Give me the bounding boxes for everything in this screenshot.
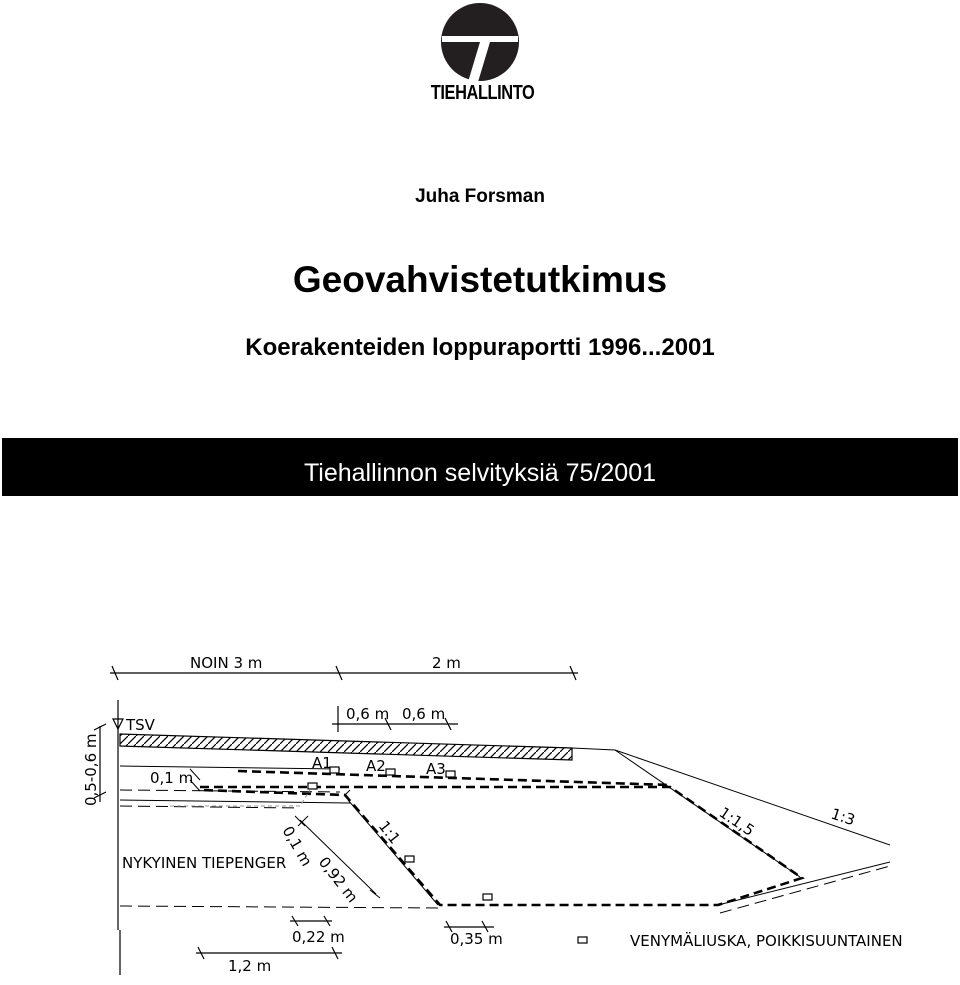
cross-section-drawing bbox=[0, 640, 960, 980]
gauge-a2-icon bbox=[386, 769, 395, 775]
label-a3: A3 bbox=[426, 760, 446, 778]
logo-wordmark: TIEHALLINTO bbox=[430, 82, 535, 104]
dim-2m: 2 m bbox=[432, 654, 461, 672]
dim-01-diag: 0,1 m bbox=[278, 823, 316, 870]
top-dimension bbox=[110, 666, 578, 680]
tsv-label: TSV bbox=[126, 716, 155, 734]
author-name: Juha Forsman bbox=[415, 186, 545, 207]
series-label: Tiehallinnon selvityksiä 75/2001 bbox=[303, 459, 657, 487]
label-a1: A1 bbox=[312, 754, 332, 772]
tiehallinto-emblem-icon bbox=[440, 2, 520, 82]
dim-12: 1,2 m bbox=[228, 957, 272, 975]
gauge-icon bbox=[405, 856, 414, 862]
dim-05-06: 0,5-0,6 m bbox=[82, 733, 100, 806]
pavement-layer bbox=[120, 734, 572, 760]
strain-gauges bbox=[308, 767, 587, 943]
tiehallinto-logo bbox=[420, 2, 540, 104]
gauge-legend-label: VENYMÄLIUSKA, POIKKISUUNTAINEN bbox=[630, 932, 903, 950]
report-subtitle: Koerakenteiden loppuraportti 1996...2001 bbox=[245, 334, 715, 361]
slope-1-1: 1:1 bbox=[374, 817, 404, 848]
existing-embankment-label: NYKYINEN TIEPENGER bbox=[122, 854, 287, 872]
dim-092: 0,92 m bbox=[314, 853, 362, 907]
dim-noin-3m: NOIN 3 m bbox=[190, 654, 263, 672]
slope-1-3: 1:3 bbox=[828, 804, 858, 830]
gauge-a3-icon bbox=[446, 771, 455, 777]
dim-06-2: 0,6 m bbox=[402, 705, 446, 723]
report-title: Geovahvistetutkimus bbox=[292, 259, 668, 300]
gauge-icon bbox=[308, 783, 317, 789]
dim-01-top: 0,1 m bbox=[150, 769, 194, 787]
gauge-legend-icon bbox=[578, 937, 587, 943]
dim-035: 0,35 m bbox=[450, 930, 503, 948]
slope-lines bbox=[345, 790, 890, 905]
gauge-icon bbox=[483, 894, 492, 900]
label-a2: A2 bbox=[366, 757, 386, 775]
dim-022: 0,22 m bbox=[292, 928, 345, 946]
existing-embankment-lines bbox=[120, 790, 890, 913]
dim-06-1: 0,6 m bbox=[346, 705, 390, 723]
slope-1-15: 1:1,5 bbox=[715, 803, 758, 840]
